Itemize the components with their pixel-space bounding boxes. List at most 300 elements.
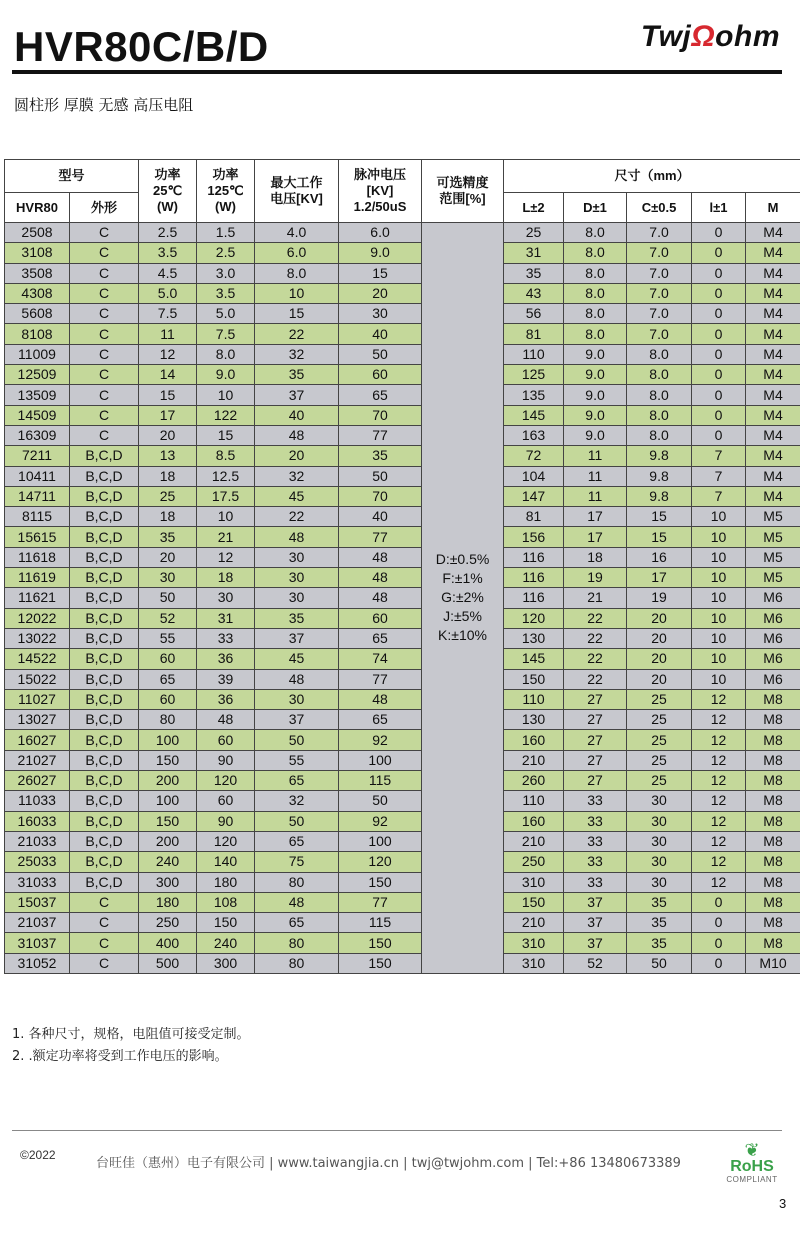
dim-c-cell: 17 [627,568,692,588]
max-voltage-cell: 80 [255,872,339,892]
max-voltage-cell: 37 [255,710,339,730]
power25-cell: 17 [139,405,197,425]
pulse-voltage-cell: 120 [339,852,422,872]
dim-c-cell: 8.0 [627,344,692,364]
power25-cell: 5.0 [139,283,197,303]
power125-cell: 3.5 [197,283,255,303]
max-voltage-cell: 48 [255,892,339,912]
max-voltage-cell: 8.0 [255,263,339,283]
dim-d-cell: 27 [564,750,627,770]
pulse-voltage-cell: 48 [339,568,422,588]
shape-cell: B,C,D [70,527,139,547]
power25-cell: 200 [139,831,197,851]
power125-cell: 36 [197,649,255,669]
rohs-label: RoHS [730,1158,774,1175]
dim-m-cell: M8 [746,831,800,851]
power25-cell: 100 [139,730,197,750]
dim-c-cell: 25 [627,771,692,791]
spec-table [4,159,800,974]
logo-omega: Ω [691,20,716,53]
dim-d-cell: 9.0 [564,405,627,425]
dim-lead-cell: 7 [692,486,746,506]
power25-cell: 30 [139,568,197,588]
dim-m-cell: M6 [746,608,800,628]
dim-d-cell: 19 [564,568,627,588]
dim-d-cell: 22 [564,649,627,669]
table-row [5,831,800,851]
power125-cell: 21 [197,527,255,547]
dim-d-cell: 22 [564,608,627,628]
model-cell: 3508 [5,263,70,283]
dim-c-cell: 9.8 [627,466,692,486]
pulse-voltage-cell: 6.0 [339,223,422,243]
dim-l-cell: 130 [504,710,564,730]
max-voltage-cell: 4.0 [255,223,339,243]
model-cell: 15615 [5,527,70,547]
dim-m-cell: M8 [746,852,800,872]
pulse-voltage-cell: 70 [339,486,422,506]
dim-l-cell: 145 [504,405,564,425]
dim-d-cell: 8.0 [564,243,627,263]
dim-c-cell: 25 [627,689,692,709]
pulse-voltage-cell: 9.0 [339,243,422,263]
shape-cell: B,C,D [70,486,139,506]
power125-cell: 122 [197,405,255,425]
pulse-voltage-cell: 77 [339,892,422,912]
model-cell: 10411 [5,466,70,486]
table-row [5,953,800,973]
shape-cell: B,C,D [70,689,139,709]
dim-lead-cell: 0 [692,405,746,425]
dim-lead-cell: 10 [692,568,746,588]
dim-c-cell: 7.0 [627,243,692,263]
max-voltage-cell: 30 [255,689,339,709]
model-cell: 11027 [5,689,70,709]
table-row [5,710,800,730]
dim-m-cell: M4 [746,486,800,506]
dim-c-cell: 7.0 [627,324,692,344]
shape-cell: B,C,D [70,872,139,892]
max-voltage-cell: 6.0 [255,243,339,263]
dim-l-cell: 110 [504,791,564,811]
max-voltage-cell: 37 [255,628,339,648]
dim-c-cell: 7.0 [627,223,692,243]
dim-m-cell: M4 [746,344,800,364]
power125-cell: 7.5 [197,324,255,344]
dim-d-cell: 8.0 [564,223,627,243]
logo-suffix: ohm [715,20,780,53]
model-cell: 2508 [5,223,70,243]
dim-d-cell: 9.0 [564,365,627,385]
pulse-voltage-cell: 65 [339,710,422,730]
dim-m-cell: M6 [746,649,800,669]
copyright: ©2022 [20,1148,56,1162]
power25-cell: 300 [139,872,197,892]
pulse-voltage-cell: 30 [339,304,422,324]
power125-cell: 180 [197,872,255,892]
dim-lead-cell: 0 [692,223,746,243]
power25-cell: 80 [139,710,197,730]
dim-c-cell: 50 [627,953,692,973]
header-dimensions: 尺寸（mm） [504,160,800,193]
dim-d-cell: 33 [564,811,627,831]
tolerance-option: K:±10% [438,627,487,644]
dim-l-cell: 163 [504,425,564,445]
shape-cell: B,C,D [70,608,139,628]
table-row [5,547,800,567]
power25-cell: 250 [139,913,197,933]
power25-cell: 100 [139,791,197,811]
power125-cell: 5.0 [197,304,255,324]
model-cell: 5608 [5,304,70,324]
dim-l-cell: 210 [504,913,564,933]
power25-cell: 400 [139,933,197,953]
dim-c-cell: 7.0 [627,304,692,324]
dim-lead-cell: 0 [692,933,746,953]
shape-cell: B,C,D [70,791,139,811]
dim-l-cell: 150 [504,892,564,912]
dim-l-cell: 120 [504,608,564,628]
page-subtitle: 圆柱形 厚膜 无感 高压电阻 [14,96,194,114]
dim-m-cell: M5 [746,527,800,547]
pulse-voltage-cell: 60 [339,365,422,385]
max-voltage-cell: 65 [255,913,339,933]
dim-d-cell: 11 [564,466,627,486]
max-voltage-cell: 32 [255,344,339,364]
table-row [5,811,800,831]
power125-cell: 140 [197,852,255,872]
notes [12,1024,250,1068]
dim-c-cell: 20 [627,608,692,628]
dim-lead-cell: 7 [692,466,746,486]
dim-lead-cell: 10 [692,527,746,547]
dim-m-cell: M4 [746,405,800,425]
table-row [5,385,800,405]
dim-c-cell: 19 [627,588,692,608]
table-row [5,243,800,263]
dim-m-cell: M4 [746,365,800,385]
model-cell: 16027 [5,730,70,750]
shape-cell: B,C,D [70,547,139,567]
model-cell: 11619 [5,568,70,588]
table-row [5,588,800,608]
dim-c-cell: 25 [627,730,692,750]
header-dim-m: M [746,193,800,223]
max-voltage-cell: 35 [255,365,339,385]
dim-m-cell: M8 [746,913,800,933]
shape-cell: B,C,D [70,669,139,689]
pulse-voltage-cell: 50 [339,791,422,811]
dim-c-cell: 35 [627,933,692,953]
pulse-voltage-cell: 92 [339,811,422,831]
power25-cell: 7.5 [139,304,197,324]
dim-l-cell: 25 [504,223,564,243]
table-row [5,283,800,303]
power125-cell: 90 [197,811,255,831]
shape-cell: B,C,D [70,568,139,588]
dim-m-cell: M6 [746,669,800,689]
dim-d-cell: 33 [564,872,627,892]
power25-cell: 20 [139,425,197,445]
shape-cell: C [70,263,139,283]
dim-lead-cell: 12 [692,730,746,750]
header-tolerance: 可选精度 范围[%] [422,160,504,223]
table-row [5,568,800,588]
pulse-voltage-cell: 50 [339,466,422,486]
dim-l-cell: 156 [504,527,564,547]
power125-cell: 10 [197,507,255,527]
tolerance-cell [422,223,504,974]
max-voltage-cell: 45 [255,486,339,506]
dim-l-cell: 210 [504,750,564,770]
dim-l-cell: 150 [504,669,564,689]
power125-cell: 30 [197,588,255,608]
pulse-voltage-cell: 70 [339,405,422,425]
dim-l-cell: 260 [504,771,564,791]
dim-l-cell: 135 [504,385,564,405]
max-voltage-cell: 48 [255,669,339,689]
dim-lead-cell: 0 [692,385,746,405]
tolerance-option: F:±1% [442,570,483,587]
max-voltage-cell: 32 [255,466,339,486]
pulse-voltage-cell: 92 [339,730,422,750]
table-row [5,730,800,750]
header-divider [12,70,782,74]
shape-cell: C [70,365,139,385]
dim-l-cell: 56 [504,304,564,324]
shape-cell: B,C,D [70,446,139,466]
dim-l-cell: 145 [504,649,564,669]
power125-cell: 60 [197,791,255,811]
tolerance-option: G:±2% [441,589,484,606]
pulse-voltage-cell: 100 [339,831,422,851]
pulse-voltage-cell: 20 [339,283,422,303]
power125-cell: 8.0 [197,344,255,364]
table-row [5,527,800,547]
power25-cell: 3.5 [139,243,197,263]
max-voltage-cell: 15 [255,304,339,324]
dim-m-cell: M8 [746,872,800,892]
max-voltage-cell: 50 [255,811,339,831]
dim-d-cell: 37 [564,933,627,953]
power25-cell: 60 [139,649,197,669]
max-voltage-cell: 20 [255,446,339,466]
table-row [5,263,800,283]
dim-l-cell: 35 [504,263,564,283]
dim-c-cell: 7.0 [627,283,692,303]
max-voltage-cell: 45 [255,649,339,669]
power25-cell: 18 [139,507,197,527]
dim-d-cell: 27 [564,710,627,730]
pulse-voltage-cell: 48 [339,588,422,608]
dim-l-cell: 250 [504,852,564,872]
dim-d-cell: 33 [564,791,627,811]
power25-cell: 20 [139,547,197,567]
table-row [5,324,800,344]
shape-cell: C [70,933,139,953]
tolerance-option: J:±5% [443,608,482,625]
dim-m-cell: M5 [746,547,800,567]
model-cell: 11618 [5,547,70,567]
shape-cell: B,C,D [70,831,139,851]
table-row [5,365,800,385]
header-shape: 外形 [70,193,139,223]
footer-divider [12,1130,782,1131]
header-model: 型号 [5,160,139,193]
contact-info: 台旺佳（惠州）电子有限公司 | www.taiwangjia.cn | twj@twjohm.com | Tel:+86 13480673389 [96,1156,681,1171]
dim-l-cell: 210 [504,831,564,851]
shape-cell: B,C,D [70,628,139,648]
table-row [5,425,800,445]
dim-d-cell: 27 [564,730,627,750]
dim-lead-cell: 10 [692,649,746,669]
logo-prefix: Twj [640,20,692,53]
power125-cell: 33 [197,628,255,648]
dim-c-cell: 15 [627,527,692,547]
power25-cell: 65 [139,669,197,689]
power125-cell: 300 [197,953,255,973]
power25-cell: 60 [139,689,197,709]
power125-cell: 2.5 [197,243,255,263]
dim-lead-cell: 10 [692,588,746,608]
dim-d-cell: 9.0 [564,385,627,405]
power125-cell: 8.5 [197,446,255,466]
pulse-voltage-cell: 40 [339,507,422,527]
power125-cell: 31 [197,608,255,628]
dim-l-cell: 310 [504,872,564,892]
power125-cell: 108 [197,892,255,912]
power125-cell: 36 [197,689,255,709]
shape-cell: B,C,D [70,710,139,730]
pulse-voltage-cell: 48 [339,689,422,709]
dim-m-cell: M8 [746,811,800,831]
note-item: 1. 各种尺寸，规格，电阻值可接受定制。 [12,1027,250,1042]
dim-d-cell: 27 [564,689,627,709]
shape-cell: C [70,344,139,364]
shape-cell: B,C,D [70,649,139,669]
dim-l-cell: 116 [504,568,564,588]
pulse-voltage-cell: 74 [339,649,422,669]
dim-d-cell: 8.0 [564,324,627,344]
dim-d-cell: 27 [564,771,627,791]
company-logo [641,20,780,54]
max-voltage-cell: 50 [255,730,339,750]
dim-c-cell: 9.8 [627,446,692,466]
table-row [5,892,800,912]
max-voltage-cell: 48 [255,527,339,547]
dim-lead-cell: 10 [692,628,746,648]
model-cell: 16309 [5,425,70,445]
dim-lead-cell: 10 [692,507,746,527]
dim-lead-cell: 0 [692,892,746,912]
dim-lead-cell: 0 [692,344,746,364]
max-voltage-cell: 65 [255,831,339,851]
dim-c-cell: 25 [627,750,692,770]
note-item: 2. .额定功率将受到工作电压的影响。 [12,1049,228,1064]
model-cell: 26027 [5,771,70,791]
shape-cell: B,C,D [70,588,139,608]
max-voltage-cell: 75 [255,852,339,872]
dim-m-cell: M4 [746,425,800,445]
shape-cell: B,C,D [70,852,139,872]
model-cell: 16033 [5,811,70,831]
dim-c-cell: 25 [627,710,692,730]
dim-m-cell: M10 [746,953,800,973]
table-row [5,852,800,872]
rohs-sub-label: COMPLIANT [726,1175,778,1184]
power125-cell: 90 [197,750,255,770]
dim-c-cell: 8.0 [627,425,692,445]
dim-lead-cell: 0 [692,263,746,283]
table-row [5,933,800,953]
dim-l-cell: 110 [504,344,564,364]
pulse-voltage-cell: 115 [339,771,422,791]
power25-cell: 25 [139,486,197,506]
shape-cell: C [70,324,139,344]
power25-cell: 2.5 [139,223,197,243]
table-row [5,507,800,527]
dim-l-cell: 160 [504,811,564,831]
dim-c-cell: 30 [627,811,692,831]
dim-l-cell: 160 [504,730,564,750]
max-voltage-cell: 32 [255,791,339,811]
model-cell: 12022 [5,608,70,628]
shape-cell: B,C,D [70,466,139,486]
dim-lead-cell: 10 [692,608,746,628]
table-row [5,771,800,791]
shape-cell: B,C,D [70,730,139,750]
dim-c-cell: 8.0 [627,365,692,385]
dim-l-cell: 116 [504,588,564,608]
dim-c-cell: 30 [627,872,692,892]
power25-cell: 11 [139,324,197,344]
max-voltage-cell: 10 [255,283,339,303]
dim-m-cell: M4 [746,304,800,324]
dim-m-cell: M8 [746,791,800,811]
model-cell: 12509 [5,365,70,385]
power25-cell: 15 [139,385,197,405]
dim-l-cell: 31 [504,243,564,263]
dim-m-cell: M5 [746,568,800,588]
header-pulse-voltage: 脉冲电压 [KV] 1.2/50uS [339,160,422,223]
pulse-voltage-cell: 50 [339,344,422,364]
dim-lead-cell: 7 [692,446,746,466]
pulse-voltage-cell: 65 [339,385,422,405]
dim-lead-cell: 0 [692,913,746,933]
dim-lead-cell: 12 [692,771,746,791]
shape-cell: B,C,D [70,507,139,527]
shape-cell: C [70,425,139,445]
pulse-voltage-cell: 65 [339,628,422,648]
model-cell: 13027 [5,710,70,730]
dim-d-cell: 9.0 [564,425,627,445]
power25-cell: 4.5 [139,263,197,283]
dim-m-cell: M8 [746,933,800,953]
power25-cell: 18 [139,466,197,486]
dim-m-cell: M4 [746,283,800,303]
dim-d-cell: 22 [564,669,627,689]
model-cell: 25033 [5,852,70,872]
power125-cell: 12 [197,547,255,567]
shape-cell: C [70,283,139,303]
pulse-voltage-cell: 150 [339,953,422,973]
power25-cell: 200 [139,771,197,791]
max-voltage-cell: 40 [255,405,339,425]
table-row [5,446,800,466]
dim-lead-cell: 0 [692,283,746,303]
model-cell: 11009 [5,344,70,364]
dim-l-cell: 104 [504,466,564,486]
